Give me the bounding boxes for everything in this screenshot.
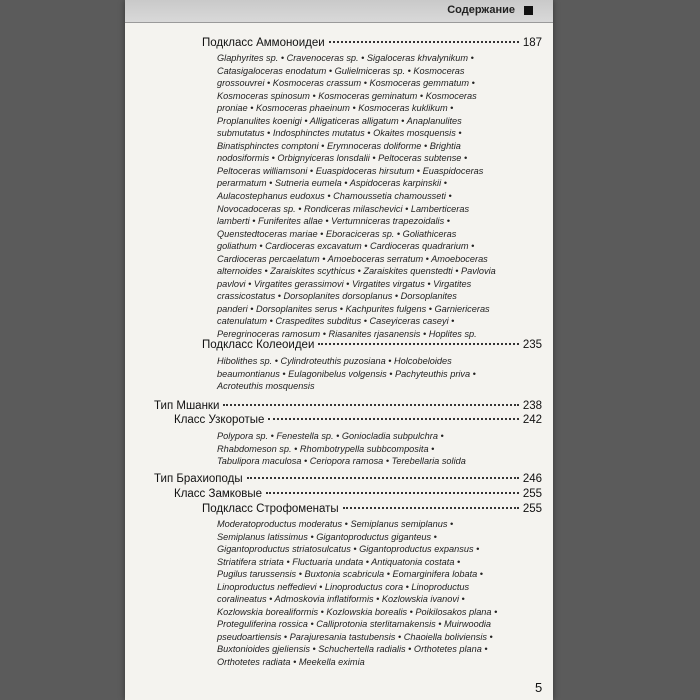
species-line: Kosmoceras spinosum • Kosmoceras geminatum • Kosmoceras — [217, 90, 477, 101]
species-line: lamberti • Funiferites allae • Vertumniceras trapezoidalis • — [217, 216, 450, 227]
toc-entry-page: 255 — [522, 503, 542, 515]
species-line: Semiplanus latissimus • Gigantoproductus giganteus • — [217, 531, 437, 542]
toc-entry-page: 246 — [522, 473, 542, 485]
species-line: Moderatoproductus moderatus • Semiplanus semiplanus • — [217, 519, 454, 529]
species-line: Rhabdomeson sp. • Rhombotrypella subbcomposita • — [217, 443, 435, 454]
species-line: alternoides • Zaraiskites scythicus • Zaraiskites quenstedti • Pavlovia — [217, 266, 496, 277]
toc-entry-title: Подкласс Колеоидеи — [202, 339, 315, 351]
species-line: beaumontianus • Eulagonibelus volgensis • Pachyteuthis priva • — [217, 368, 476, 379]
species-list-strophomenata — [217, 518, 497, 681]
species-line: Orthotetes radiata • Meekella eximia — [217, 657, 365, 668]
species-list-ammonoidea — [217, 52, 496, 341]
dot-leader — [318, 342, 518, 345]
species-line: Linoproductus neffedievi • Linoproductus cora • Linoproductus — [217, 581, 470, 592]
species-line: catenulatum • Craspedites subditus • Caseyiceras caseyi • — [217, 316, 455, 327]
toc-entry-page: 238 — [522, 400, 542, 412]
toc-entry-ammonoidea[interactable] — [202, 37, 542, 53]
species-line: Glaphyrites sp. • Cravenoceras sp. • Sigaloceras khvalynikum • — [217, 53, 474, 63]
toc-entry-brachiopoda[interactable] — [154, 473, 542, 489]
species-line: Proplanulites koenigi • Alligaticeras alligatum • Anaplanulites — [217, 115, 462, 126]
species-line: Tabulipora maculosa • Ceriopora ramosa • Terebellaria solida — [217, 456, 466, 467]
species-line: Kozlowskia borealiformis • Kozlowskia borealis • Poikilosakos plana • — [217, 606, 498, 617]
species-line: Peregrinoceras ramosum • Riasanites rjasanensis • Hoplites sp. — [217, 329, 477, 340]
species-line: Buxtonioides gjeliensis • Schuchertella radialis • Orthotetes plana • — [217, 644, 488, 655]
species-line: nodosiformis • Orbignyiceras lonsdalii • Peltoceras subtense • — [217, 153, 468, 164]
toc-entry-title: Класс Замковые — [174, 488, 263, 500]
header-divider — [125, 22, 553, 23]
dot-leader — [343, 506, 519, 509]
species-list-stenolaemata — [217, 430, 466, 468]
species-line: Catasigaloceras enodatum • Gulielmiceras sp. • Kosmoceras — [217, 65, 465, 76]
species-line: Polypora sp. • Fenestella sp. • Goniocladia subpulchra • — [217, 431, 444, 441]
species-line: Novocadoceras sp. • Rondiceras milaschevici • Lamberticeras — [217, 203, 470, 214]
species-line: grossouvrei • Kosmoceras crassum • Kosmoceras gemmatum • — [217, 78, 475, 89]
toc-entry-page: 255 — [522, 488, 542, 500]
running-header — [125, 0, 553, 22]
species-line: Hibolithes sp. • Cylindroteuthis puzosiana • Holcobeloides — [217, 356, 452, 366]
species-line: Cardioceras percaelatum • Amoeboceras serratum • Amoeboceras — [217, 253, 488, 264]
species-line: Binatisphinctes comptoni • Erymnoceras doliforme • Brightia — [217, 140, 461, 151]
dot-leader — [247, 476, 519, 479]
header-square-icon — [524, 6, 533, 15]
species-line — [217, 669, 497, 682]
toc-entry-title: Подкласс Аммоноидеи — [202, 37, 325, 49]
species-list-coleoidea — [217, 355, 476, 393]
page-number: 5 — [535, 680, 543, 695]
toc-entry-coleoidea[interactable] — [202, 339, 542, 355]
dot-leader — [268, 417, 518, 420]
species-line: pseudoartiensis • Parajuresania tastubensis • Chaoiella boliviensis • — [217, 631, 493, 642]
toc-entry-title: Тип Мшанки — [154, 400, 220, 412]
species-line: Pugilus tarussensis • Buxtonia scabricula • Eomarginifera lobata • — [217, 569, 484, 580]
species-line: panderi • Dorsoplanites serus • Kachpurites fulgens • Garniericeras — [217, 303, 490, 314]
species-line: Acroteuthis mosquensis — [217, 381, 315, 392]
species-line: Proteguliferina rossica • Calliprotonia sterlitamakensis • Muirwoodia — [217, 619, 492, 630]
toc-entry-title: Подкласс Строфоменаты — [202, 503, 339, 515]
dot-leader — [223, 403, 518, 406]
species-line: submutatus • Indosphinctes mutatus • Okaites mosquensis • — [217, 128, 462, 139]
running-header-title: Содержание — [447, 4, 515, 16]
toc-entry-stenolaemata[interactable] — [174, 414, 542, 430]
toc-entry-page: 187 — [522, 37, 542, 49]
toc-entry-articulata[interactable] — [174, 488, 542, 504]
species-line: perarmatum • Sutneria eumela • Aspidoceras karpinskii • — [217, 178, 447, 189]
species-line: crassicostatus • Dorsoplanites dorsoplanus • Dorsoplanites — [217, 291, 457, 302]
toc-entry-page: 235 — [522, 339, 542, 351]
book-page — [125, 0, 553, 700]
species-line: pavlovi • Virgatites gerassimovi • Virgatites virgatus • Virgatites — [217, 278, 472, 289]
dot-leader — [266, 491, 519, 494]
species-line: goliathum • Cardioceras excavatum • Cardioceras quadrarium • — [217, 241, 475, 252]
species-line: Gigantoproductus striatosulcatus • Gigantoproductus expansus • — [217, 544, 480, 555]
toc-entry-title: Класс Узкоротые — [174, 414, 265, 426]
species-line: Aulacostephanus eudoxus • Chamoussetia chamousseti • — [217, 191, 452, 202]
toc-entry-title: Тип Брахиоподы — [154, 473, 243, 485]
species-line: Peltoceras williamsoni • Euaspidoceras hirsutum • Euaspidoceras — [217, 165, 484, 176]
species-line: Quenstedtoceras mariae • Eboraciceras sp. • Goliathiceras — [217, 228, 457, 239]
toc-entry-strophomenata[interactable] — [202, 503, 542, 519]
toc-entry-page: 242 — [522, 414, 542, 426]
species-line: Striatifera striata • Fluctuaria undata • Antiquatonia costata • — [217, 556, 461, 567]
species-line: coralineatus • Admoskovia inflatiformis • Kozlowskia ivanovi • — [217, 594, 465, 605]
species-line: proniae • Kosmoceras phaeinum • Kosmoceras kuklikum • — [217, 103, 454, 114]
dot-leader — [329, 40, 519, 43]
